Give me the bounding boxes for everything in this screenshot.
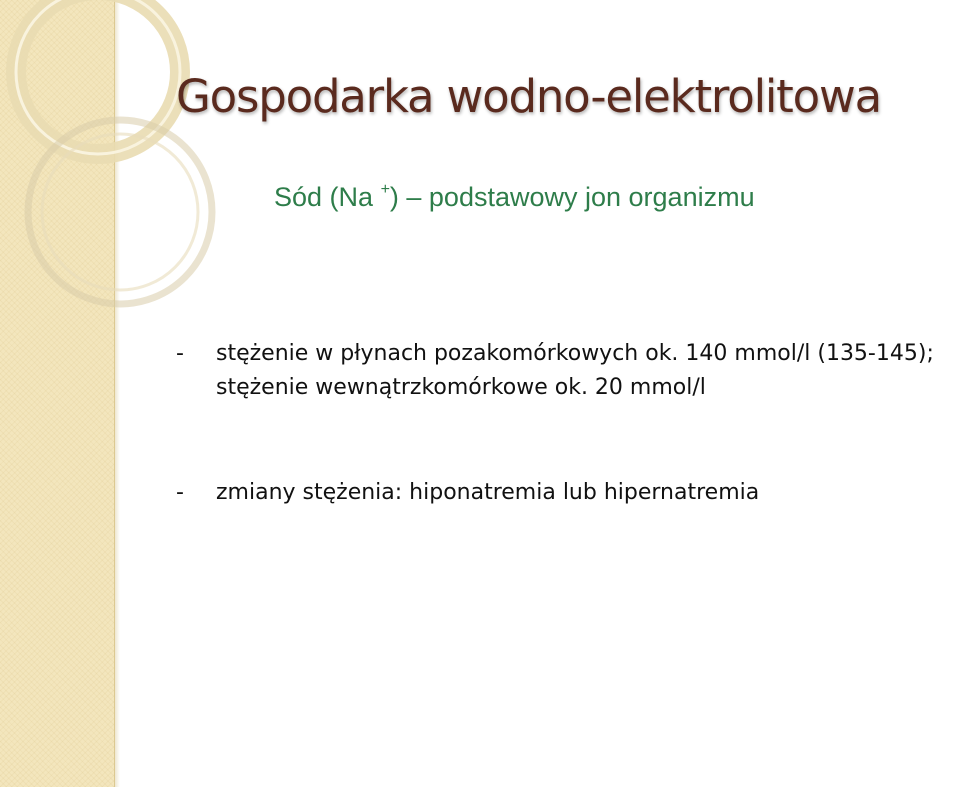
- bullet-item: [176, 476, 946, 510]
- bullet-marker: -: [176, 480, 184, 505]
- decorative-sidebar: [0, 0, 115, 787]
- sidebar-edge-shadow: [114, 0, 120, 787]
- subtitle-text-end: ) – podstawowy jon organizmu: [389, 182, 755, 212]
- bullet-marker: -: [176, 341, 184, 366]
- slide-subtitle: [274, 182, 755, 213]
- bullet-text-concentration: stężenie w płynach pozakomórkowych ok. 140 mmol/l (135-145); stężenie wewnątrzkomórkowe ok. 20 mmol/l: [216, 341, 934, 400]
- subtitle-text-start: Sód (Na: [274, 182, 381, 212]
- bullet-text-changes: zmiany stężenia: hiponatremia lub hipernatremia: [216, 480, 760, 505]
- sodium-charge-superscript: +: [380, 181, 390, 198]
- bullet-item: [176, 337, 946, 405]
- slide-title: Gospodarka wodno-elektrolitowa: [176, 70, 881, 123]
